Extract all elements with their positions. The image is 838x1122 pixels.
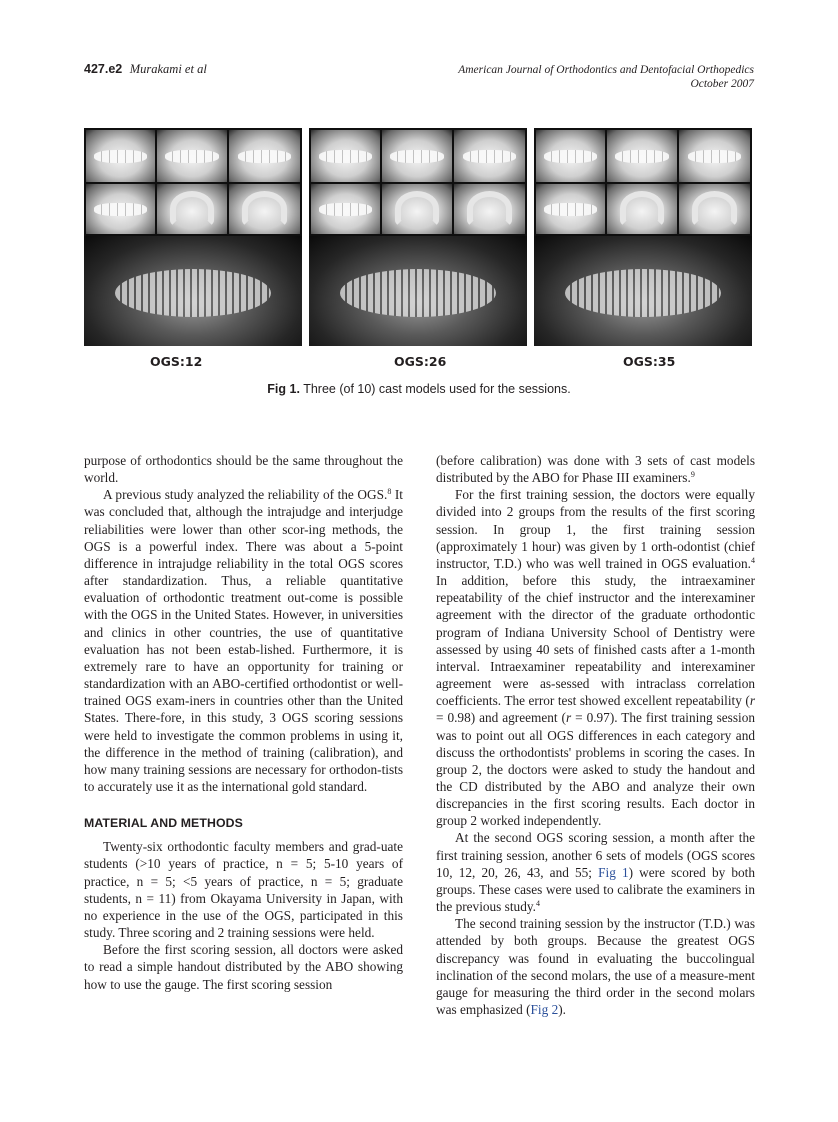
figure-panel-1 (84, 128, 302, 346)
figure-caption (0, 382, 838, 396)
panel-label-2: OGS:26 (394, 354, 447, 369)
panoramic-radiograph (84, 236, 302, 346)
figure-panel-3 (534, 128, 752, 346)
left-column (84, 452, 403, 993)
figure-1 (84, 128, 752, 346)
paragraph: purpose of orthodontics should be the same throughout the world. (84, 453, 403, 486)
running-header-right (458, 63, 754, 91)
paragraph: Twenty-six orthodontic faculty members and grad-uate students (>10 years of practice, n = 5; 5-10 years of practice, n = 5; <5 years of practice, n = 5; graduate students, n = 11) from Okayama University in Japan, with no experience in the use of the OGS, participated in this study. Three scoring and 2 training sessions were held. (84, 839, 403, 941)
right-column (436, 452, 755, 1018)
figure-reference-link[interactable]: Fig 1 (598, 864, 629, 880)
citation[interactable]: 8 (387, 487, 392, 497)
paragraph: Before the first scoring session, all doctors were asked to read a simple handout distributed by the ABO showing how to use the gauge. The first scoring session (84, 942, 403, 992)
running-authors: Murakami et al (129, 62, 207, 76)
panel-label-1: OGS:12 (150, 354, 203, 369)
page-number: 427.e2 (84, 62, 123, 76)
panoramic-radiograph (534, 236, 752, 346)
paragraph: The second training session by the instructor (T.D.) was attended by both groups. Because the greatest OGS discrepancy was found in evaluating the buccolingual inclination of the second molars, the use of a measure-ment gauge for measuring the third order in the second molars was emphasized (Fig 2). (436, 916, 755, 1017)
paragraph: (before calibration) was done with 3 sets of cast models distributed by the ABO for Phase III examiners.$^9$ (436, 453, 755, 486)
figure-panel-2 (309, 128, 527, 346)
paragraph: At the second OGS scoring session, a month after the first training session, another 6 sets of models (OGS scores 10, 12, 20, 26, 43, and 55; Fig 1) were scored by both groups. These cases were used to calibrate the examiners in the previous study.$^4$ (436, 830, 755, 915)
paragraph: A previous study analyzed the reliability of the OGS.$^8$ It was concluded that, although the intrajudge and interjudge reliabilities were lower than other scor-ing methods, the OGS is a powerful index. There was about a 5-point difference in intrajudge reliability in the total OGS scores after standardization. Thus, a reliable quantitative evaluation of orthodontic treatment out-come is possible with the OGS in the United States. However, in universities and clinics in other countries, the use of quantitative evaluation has not been estab-lished. Furthermore, it is extremely rare to have an opportunity for training or standardization with an ABO-certified orthodontist or well-trained OGS exam-iners in countries other than the United States. There-fore, in this study, 3 OGS scoring sessions were held to investigate the common problems in using it, the difference in the method of training (calibration), and how many training sessions are necessary for orthodon-tists to accurately use it as the international gold standard. (84, 487, 403, 794)
caption-text: Three (of 10) cast models used for the sessions. (303, 382, 571, 396)
citation[interactable]: 4 (535, 899, 540, 909)
paragraph: For the first training session, the doctors were equally divided into 2 groups from the results of the first scoring session. In group 1, the first training session (approximately 1 hour) was given by 1 orth-odontist (chief instructor, T.D.) who was well trained in OGS evaluation.$^4$ In addition, before this study, the intraexaminer repeatability of the chief instructor and the interexaminer agreement with the director of the graduate orthodontic program of Indiana University School of Dentistry were assessed by using 40 sets of finished casts after a 1-month interval. Intraexaminer repeatability and interexaminer agreement were as-sessed with intraclass correlation coefficients. The error test showed excellent repeatability (r = 0.98) and agreement (r = 0.97). The first training session was to point out all OGS differences in each category and discuss the orthodontists' problems in scoring the cases. In group 2, the doctors were asked to study the handout and the CD distributed by the ABO and analyze their own discrepancies in the first scoring results. Each doctor in group 2 worked independently. (436, 487, 755, 829)
issue-date: October 2007 (690, 78, 754, 90)
figure-reference-link[interactable]: Fig 2 (530, 1002, 559, 1017)
journal-name: American Journal of Orthodontics and Dentofacial Orthopedics (458, 64, 754, 76)
citation[interactable]: 4 (751, 555, 755, 565)
panoramic-radiograph (309, 236, 527, 346)
section-heading: MATERIAL AND METHODS (84, 816, 243, 831)
panel-label-3: OGS:35 (623, 354, 676, 369)
citation[interactable]: 9 (690, 470, 695, 480)
running-header-left (84, 62, 207, 77)
caption-label: Fig 1. (267, 382, 300, 396)
